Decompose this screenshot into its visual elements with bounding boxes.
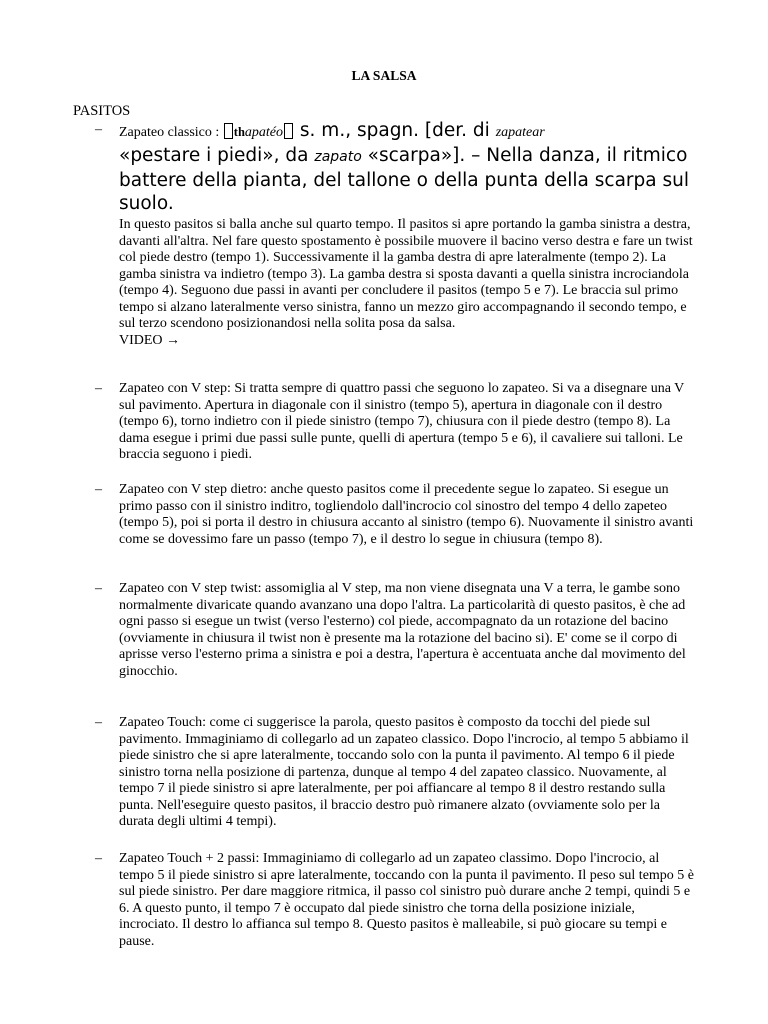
list-item-touch-2-passi (95, 851, 695, 950)
item-paragraph: Zapateo con V step: Si tratta sempre di quattro passi che seguono lo zapateo. Si va a disegnare una V sul pavimento. Apertura in diagonale con il sinistro (tempo 5), apertura in diagonale con il destro (tempo 6), torno indietro con il piede sinistro (tempo 7), chiusura con il piede destro (tempo 8). La dama esegue i primi due passi sulle punte, quelli di apertura (tempo 5 e 6), il cavaliere sui talloni. Le braccia seguono i piedi. (119, 381, 685, 462)
definition-block (119, 119, 695, 144)
bold-fragment: th (233, 125, 245, 139)
list-dash: – (95, 581, 102, 596)
item-paragraph: In questo pasitos si balla anche sul quarto tempo. Il pasitos si apre portando la gamba sinistra a destra, davanti all'altra. Nel fare questo spostamento è possibile muovere il bacino verso destra e fare un twist col piede destro (tempo 1). Successivamente il la gamba destra di apre lateralmente (tempo 2). La gamba sinistra va indietro (tempo 3). La gamba destra si sposta davanti a quella sinistra incrociandola (tempo 4). Seguono due passi in avanti per concludere il pasitos (tempo 5 e 7). Le braccia sul primo tempo si alzano lateralmente verso sinistra, fanno un mezzo giro accompagnando il secondo tempo, e sul terzo scendono posizionandosi nella solita posa da salsa. (119, 217, 693, 331)
list-dash: – (95, 381, 102, 396)
list-dash: – (95, 851, 102, 866)
italic-term: zapatear (495, 125, 545, 140)
italic-term: zapato (314, 149, 362, 165)
section-heading: PASITOS (73, 103, 131, 119)
list-item-body (119, 119, 695, 349)
video-link[interactable]: VIDEO → (119, 332, 181, 348)
missing-glyph-icon (224, 123, 233, 139)
list-item-v-step (95, 381, 695, 464)
definition-text: «pestare i piedi», da (119, 145, 315, 166)
definition-text-continued (119, 144, 695, 215)
missing-glyph-icon (284, 123, 293, 139)
item-paragraph: Zapateo con V step dietro: anche questo pasitos come il precedente segue lo zapateo. Si esegue un primo passo con il sinistro inditro, togliendolo dall'incrocio col sinostro del tempo 4 dello zapeteo (tempo 5), poi si porta il destro in chiusura accanto al sinistro (tempo 6). Nuovamente il sinistro avanti come se dovessimo fare un passo (tempo 7), e il destro lo segue in chiusura (tempo 8). (119, 482, 694, 547)
list-dash: – (95, 482, 102, 497)
definition-text: s. m., spagn. [der. di (294, 120, 496, 141)
definition-text: «scarpa»]. – Nella danza, il ritmico battere della pianta, del tallone o della punta della scarpa sul suolo. (119, 145, 689, 214)
list-dash: – (95, 715, 102, 730)
item-label: Zapateo classico : (119, 125, 220, 140)
list-item-v-step-twist (95, 581, 695, 680)
item-paragraph: Zapateo Touch: come ci suggerisce la parola, questo pasitos è composto da tocchi del piede sul pavimento. Immaginiamo di collegarlo ad un zapateo classico. Dopo l'incrocio, al tempo 5 abbiamo il piede sinistro che si apre lateralmente, toccando solo con la punta il pavimento. Al tempo 6 il piede sinistro torna nella posizione di partenza, dunque al tempo 4 del zapateo classico. Nuovamente, al tempo 7 il piede sinistro si apre lateralmente, per poi affiancare al tempo 8 il destro restando sulla punta. Nell'eseguire questo pasitos, il braccio destro può rimanere alzato (ovviamente solo per la durata degli ultimi 4 tempi). (119, 715, 689, 829)
list-item-v-step-dietro (95, 482, 695, 548)
item-paragraph: Zapateo con V step twist: assomiglia al V step, ma non viene disegnata una V a terra, le gambe sono normalmente divaricate quando avanzano una dopo l'altra. La particolarità di questo pasitos, è che ad ogni passo si esegue un twist (verso l'esterno) col piede, accompagnato da un rotazione del bacino (ovviamente in chiusura il twist non è presente ma la rotazione del bacino si). E' come se il corpo di aprisse verso l'esterno prima a sinistra e poi a destra, l'apertura è accentuata anche dal movimento del ginocchio. (119, 581, 686, 679)
document-title: LA SALSA (351, 68, 417, 83)
list-item-touch (95, 715, 695, 831)
italic-term: apatéo (244, 125, 284, 140)
item-paragraph: Zapateo Touch + 2 passi: Immaginiamo di collegarlo ad un zapateo classimo. Dopo l'incrocio, al tempo 5 il piede sinistro si apre lateralmente, toccando con la punta il pavimento. Il peso sul tempo 5 è sul piede sinistro. Per dare maggiore ritmica, il passo col sinistro può durare anche 2 tempi, quindi 5 e 6. A questo punto, il tempo 7 è occupato dal piede sinistro che torna della posizione iniziale, incrociato. Il destro lo affianca sul tempo 8. Questo pasitos è malleabile, si può giocare su tempi e pause. (119, 851, 695, 949)
list-item-zapateo-classico (95, 119, 695, 349)
list-dash: – (95, 122, 102, 137)
